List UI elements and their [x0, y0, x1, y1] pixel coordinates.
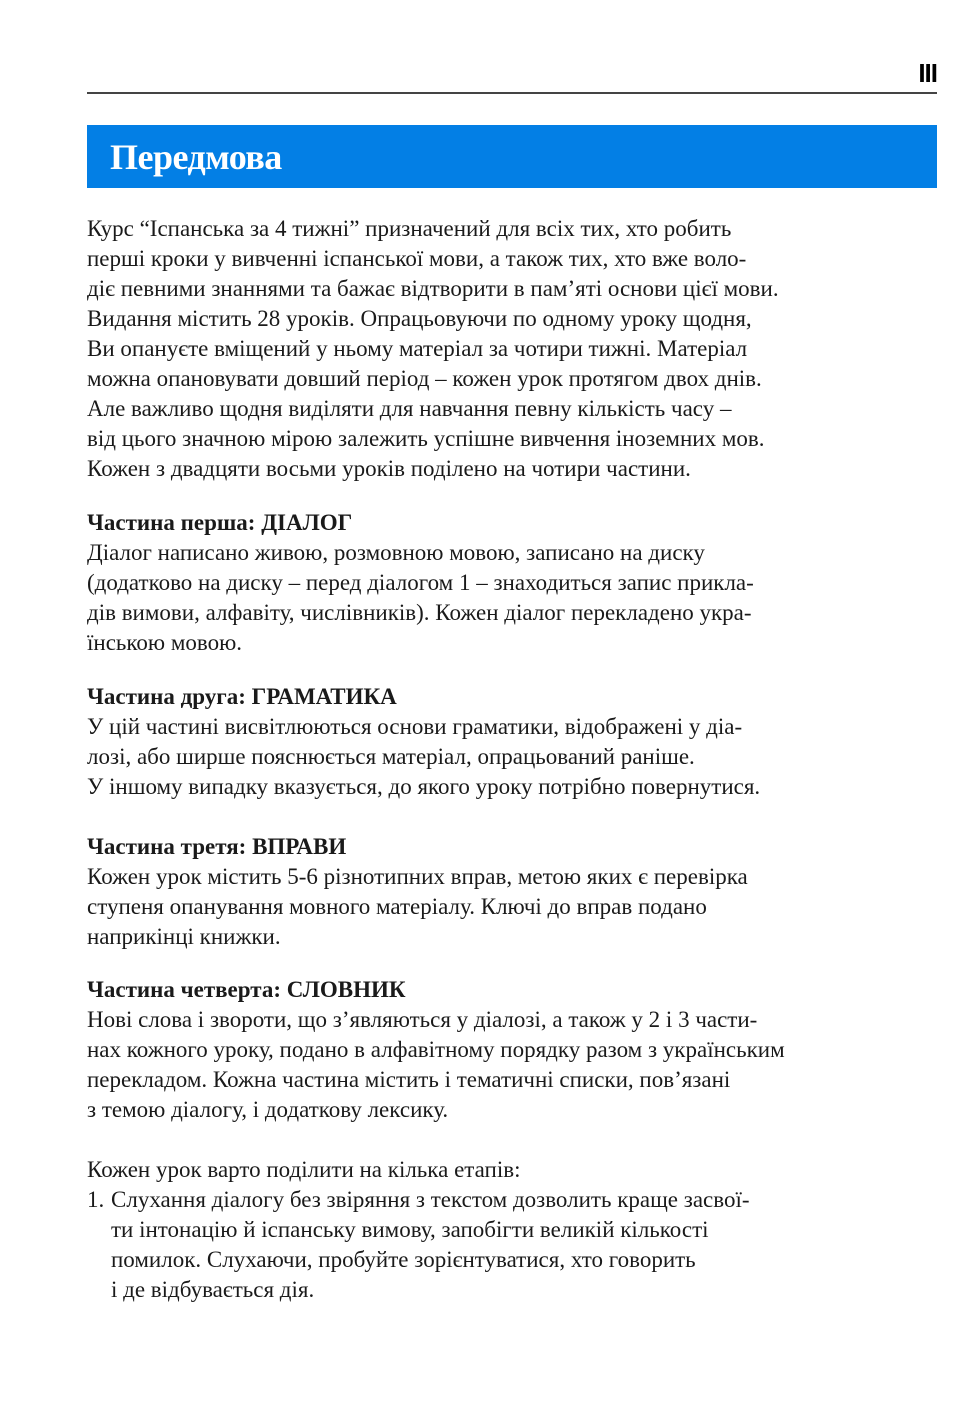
header-rule — [87, 92, 937, 94]
text-line: Курс “Іспанська за 4 тижні” призначений для всіх тих, хто робить — [87, 216, 732, 241]
section-heading: Частина перша: ДІАЛОГ — [87, 510, 353, 535]
text-line: Діалог написано живою, розмовною мовою, записано на диску — [87, 540, 705, 565]
section-exercises — [87, 832, 957, 952]
section-heading: Частина третя: ВПРАВИ — [87, 834, 347, 859]
text-line: Але важливо щодня виділяти для навчання певну кількість часу – — [87, 396, 732, 421]
page-number: III — [918, 58, 937, 88]
section-heading: Частина четверта: СЛОВНИК — [87, 977, 406, 1002]
text-line: з темою діалогу, і додаткову лексику. — [87, 1097, 449, 1122]
text-line: ти інтонацію й іспанську вимову, запобігти великій кількості — [111, 1217, 709, 1242]
text-line: нах кожного уроку, подано в алфавітному порядку разом з українським — [87, 1037, 785, 1062]
text-line: діє певними знаннями та бажає відтворити в пам’яті основи цієї мови. — [87, 276, 779, 301]
text-line: їнською мовою. — [87, 630, 243, 655]
title-banner — [87, 125, 937, 188]
text-line: можна опановувати довший період – кожен урок протягом двох днів. — [87, 366, 762, 391]
text-line: У цій частині висвітлюються основи граматики, відображені у діа- — [87, 714, 743, 739]
text-line: лозі, або ширше пояснюється матеріал, опрацьований раніше. — [87, 744, 695, 769]
stages-intro: Кожен урок варто поділити на кілька етапів: — [87, 1157, 521, 1182]
text-line: Видання містить 28 уроків. Опрацьовуючи по одному уроку щодня, — [87, 306, 752, 331]
text-line: Кожен з двадцяти восьми уроків поділено на чотири частини. — [87, 456, 691, 481]
stages-section — [87, 1155, 957, 1305]
section-vocabulary — [87, 975, 957, 1125]
section-grammar — [87, 682, 957, 802]
text-line: перші кроки у вивченні іспанської мови, а також тих, хто вже воло- — [87, 246, 747, 271]
page-title: Передмова — [110, 137, 282, 177]
intro-paragraph — [87, 214, 957, 484]
text-line: від цього значною мірою залежить успішне вивчення іноземних мов. — [87, 426, 765, 451]
text-line: (додатково на диску – перед діалогом 1 – знаходиться запис прикла- — [87, 570, 754, 595]
text-line: ступеня опанування мовного матеріалу. Ключі до вправ подано — [87, 894, 707, 919]
text-line: перекладом. Кожна частина містить і тематичні списки, пов’язані — [87, 1067, 731, 1092]
text-line: У іншому випадку вказується, до якого уроку потрібно повернутися. — [87, 774, 761, 799]
text-line: Кожен урок містить 5-6 різнотипних вправ, метою яких є перевірка — [87, 864, 748, 889]
text-line: Нові слова і звороти, що з’являються у діалозі, а також у 2 і 3 части- — [87, 1007, 758, 1032]
list-item — [87, 1185, 957, 1305]
text-line: Ви опануєте вміщений у ньому матеріал за чотири тижні. Матеріал — [87, 336, 748, 361]
text-line: Слухання діалогу без звіряння з текстом дозволить краще засвої- — [111, 1187, 750, 1212]
text-line: і де відбувається дія. — [111, 1277, 315, 1302]
text-line: помилок. Слухаючи, пробуйте зорієнтуватися, хто говорить — [111, 1247, 696, 1272]
text-line: дів вимови, алфавіту, числівників). Кожен діалог перекладено укра- — [87, 600, 752, 625]
text-line: наприкінці книжки. — [87, 924, 281, 949]
section-dialog — [87, 508, 957, 658]
list-marker: 1. — [87, 1187, 105, 1212]
section-heading: Частина друга: ГРАМАТИКА — [87, 684, 397, 709]
